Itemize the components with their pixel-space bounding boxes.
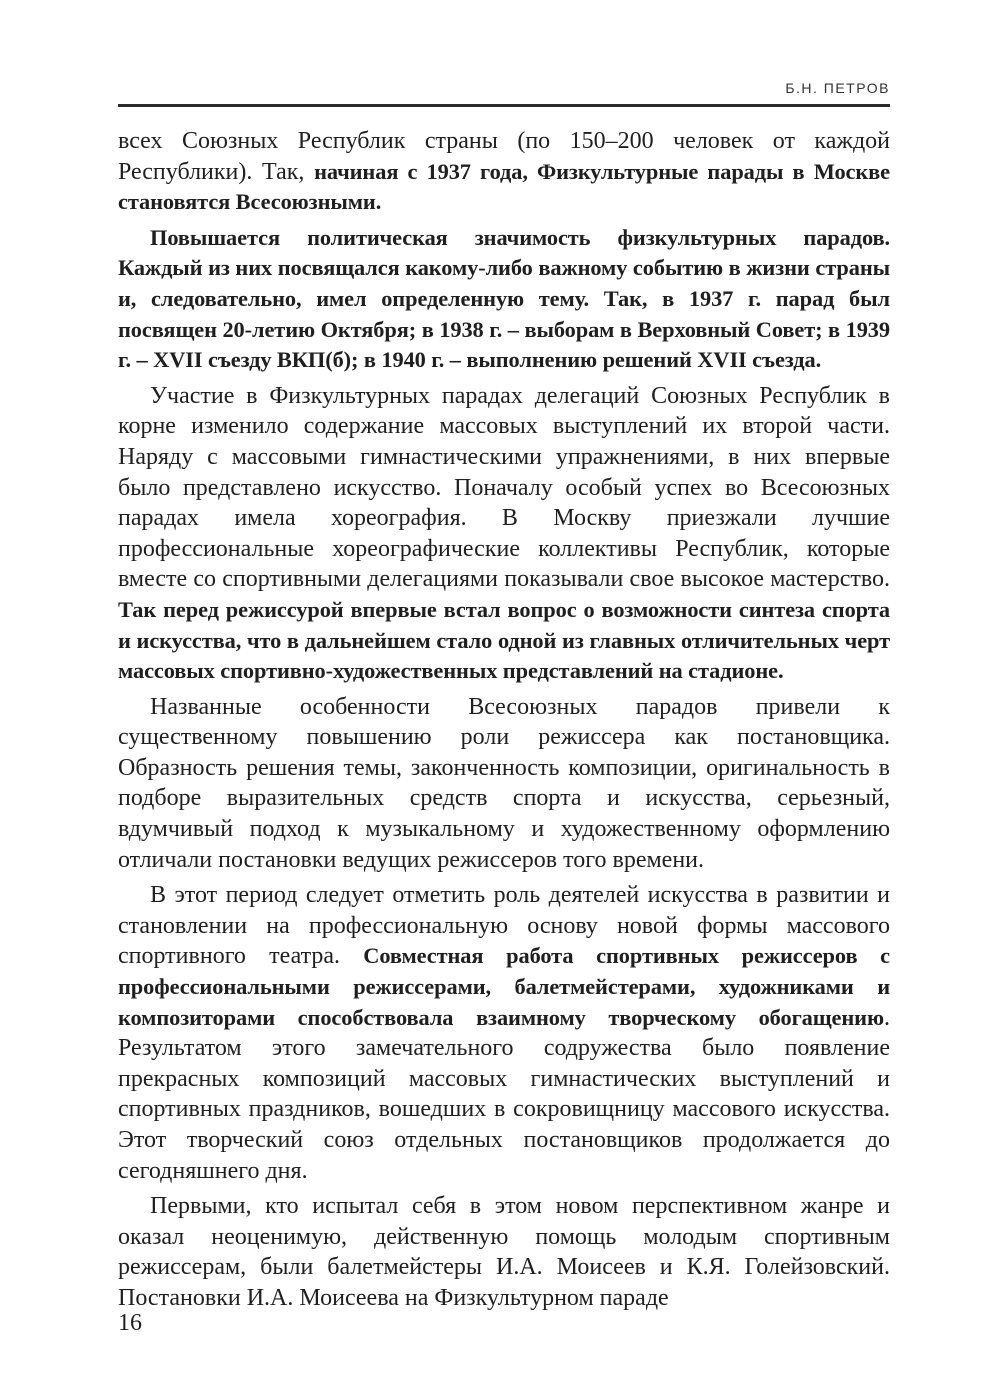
paragraph-3 bbox=[118, 381, 890, 687]
page-number: 16 bbox=[118, 1310, 142, 1336]
bold-run: Повышается политическая значимость физкультурных парадов. Каждый из них посвящался какому-либо важному событию в жизни страны и, следовательно, имел определенную тему. Так, в 1937 г. парад был посвящен 20-летию Октября; в 1938 г. – выборам в Верховный Совет; в 1939 г. – XVII съезду ВКП(б); в 1940 г. – выполнению решений XVII съезда. bbox=[118, 224, 890, 373]
text-run: Первыми, кто испытал себя в этом новом перспективном жанре и оказал неоценимую, действенную помощь молодым спортивным режиссерам, были балетмейстеры И.А. Моисеев и К.Я. Голейзовский. Постановки И.А. Моисеева на Физкультурном параде bbox=[118, 1193, 890, 1311]
text-run: Названные особенности Всесоюзных парадов привели к существенному повышению роли режиссера как постановщика. Образность решения темы, законченность композиции, оригинальность в подборе выразительных средств спорта и искусства, серьезный, вдумчивый подход к музыкальному и художественному оформлению отличали постановки ведущих режиссеров того времени. bbox=[118, 693, 890, 873]
text-run: Участие в Физкультурных парадах делегаций Союзных Республик в корне изменило содержание массовых выступлений их второй части. Наряду с массовыми гимнастическими упражнениями, в них впервые было представлено искусство. Поначалу особый успех во Всесоюзных парадах имела хореография. В Москву приезжали лучшие профессиональные хореографические коллективы Республик, которые вместе со спортивными делегациями показывали свое высокое мастерство. bbox=[118, 382, 890, 593]
paragraph-1 bbox=[118, 126, 890, 218]
text-body bbox=[118, 126, 890, 1319]
paragraph-6 bbox=[118, 1191, 890, 1313]
text-run: всех Союзных Республик страны (по 150–200 человек от каждой Республики). Так, bbox=[118, 128, 890, 185]
author-name: Б.Н. ПЕТРОВ bbox=[785, 80, 890, 96]
bold-run: Совместная работа спортивных режиссеров с профессиональными режиссерами, балетмейстерами, художниками и композиторами способствовала взаимному творческому обогащению bbox=[118, 943, 890, 1030]
bold-run: начиная с 1937 года, Физкультурные парады в Москве становятся Всесоюзными. bbox=[118, 158, 891, 215]
paragraph-5 bbox=[118, 880, 890, 1186]
text-run: . Результатом этого замечательного содружества было появление прекрасных композиций массовых гимнастических выступлений и спортивных праздников, вошедших в сокровищницу массового искусства. Этот творческий союз отдельных постановщиков продолжается до сегодняшнего дня. bbox=[118, 1004, 890, 1184]
paragraph-4 bbox=[118, 692, 890, 876]
bold-run: Так перед режиссурой впервые встал вопрос о возможности синтеза спорта и искусства, что в дальнейшем стало одной из главных отличительных черт массовых спортивно-художественных представлений на стадионе. bbox=[118, 596, 890, 684]
paragraph-2 bbox=[118, 223, 890, 376]
text-run: В этот период следует отметить роль деятелей искусства в развитии и становлении на профессиональную основу новой формы массового спортивного театра. bbox=[118, 882, 890, 970]
running-head bbox=[118, 78, 890, 107]
